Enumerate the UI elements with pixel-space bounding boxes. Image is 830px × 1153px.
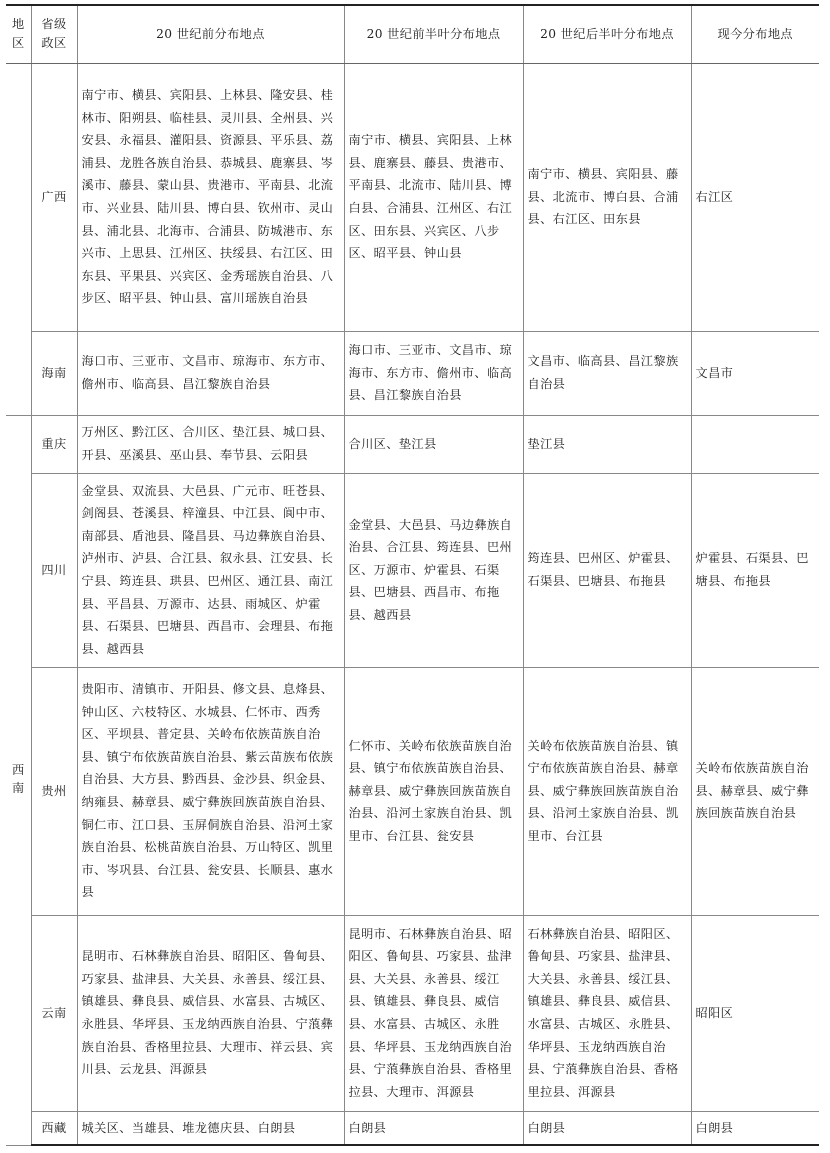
pre20-cell: 万州区、黔江区、合川区、垫江县、城口县、开县、巫溪县、巫山县、奉节县、云阳县 [77,415,344,473]
header-region: 地区 [6,5,31,63]
pre20-cell: 海口市、三亚市、文昌市、琼海市、东方市、儋州市、临高县、昌江黎族自治县 [77,331,344,415]
early20-cell: 昆明市、石林彝族自治县、昭阳区、鲁甸县、巧家县、盐津县、大关县、永善县、绥江县、镇雄县、彝良县、威信县、水富县、古城区、永胜县、华坪县、玉龙纳西族自治县、宁蒗彝族自治县、香格里拉县、大理市、洱源县 [344,915,523,1111]
province-cell: 贵州 [31,667,77,915]
header-now: 现今分布地点 [691,5,819,63]
early20-cell: 合川区、垫江县 [344,415,523,473]
pre20-cell: 城关区、当雄县、堆龙德庆县、白朗县 [77,1111,344,1145]
province-cell: 西藏 [31,1111,77,1145]
distribution-table [6,4,819,1146]
region-label: 西南 [11,762,25,795]
province-cell: 广西 [31,63,77,331]
header-row [6,5,819,63]
region-cell-empty [6,63,31,415]
late20-cell: 石林彝族自治县、昭阳区、鲁甸县、巧家县、盐津县、大关县、永善县、绥江县、镇雄县、彝良县、威信县、水富县、古城区、永胜县、华坪县、玉龙纳西族自治县、宁蒗彝族自治县、香格里拉县、洱源县 [523,915,691,1111]
early20-cell: 金堂县、大邑县、马边彝族自治县、合江县、筠连县、巴州区、万源市、炉霍县、石渠县、巴塘县、西昌市、布拖县、越西县 [344,473,523,667]
early20-cell: 南宁市、横县、宾阳县、上林县、鹿寨县、藤县、贵港市、平南县、北流市、陆川县、博白县、合浦县、江州区、右江区、田东县、兴宾区、八步区、昭平县、钟山县 [344,63,523,331]
region-cell-southwest [6,415,31,1145]
late20-cell: 文昌市、临高县、昌江黎族自治县 [523,331,691,415]
table-row [6,473,819,667]
table-row [6,1111,819,1145]
province-cell: 重庆 [31,415,77,473]
now-cell: 文昌市 [691,331,819,415]
early20-cell: 白朗县 [344,1111,523,1145]
now-cell: 关岭布依族苗族自治县、赫章县、威宁彝族回族苗族自治县 [691,667,819,915]
header-early20: 20 世纪前半叶分布地点 [344,5,523,63]
late20-cell: 白朗县 [523,1111,691,1145]
table-row [6,915,819,1111]
late20-cell: 南宁市、横县、宾阳县、藤县、北流市、博白县、合浦县、右江区、田东县 [523,63,691,331]
header-province: 省级政区 [31,5,77,63]
now-cell: 白朗县 [691,1111,819,1145]
table-row [6,63,819,331]
table-row [6,331,819,415]
province-cell: 四川 [31,473,77,667]
table-row [6,667,819,915]
pre20-cell: 金堂县、双流县、大邑县、广元市、旺苍县、剑阁县、苍溪县、梓潼县、中江县、阆中市、南部县、盾池县、隆昌县、马边彝族自治县、泸州市、泸县、合江县、叙永县、江安县、长宁县、筠连县、珙县、巴州区、通江县、南江县、平昌县、万源市、达县、雨城区、炉霍县、石渠县、巴塘县、西昌市、会理县、布拖县、越西县 [77,473,344,667]
late20-cell: 垫江县 [523,415,691,473]
now-cell [691,415,819,473]
now-cell: 炉霍县、石渠县、巴塘县、布拖县 [691,473,819,667]
late20-cell: 筠连县、巴州区、炉霍县、石渠县、巴塘县、布拖县 [523,473,691,667]
header-pre20: 20 世纪前分布地点 [77,5,344,63]
pre20-cell: 贵阳市、清镇市、开阳县、修文县、息烽县、钟山区、六枝特区、水城县、仁怀市、西秀区、平坝县、普定县、关岭布依族苗族自治县、镇宁布依族苗族自治县、紫云苗族布依族自治县、大方县、黔西县、金沙县、织金县、纳雍县、赫章县、威宁彝族回族苗族自治县、铜仁市、江口县、玉屏侗族自治县、沿河土家族自治县、松桃苗族自治县、万山特区、凯里市、岑巩县、台江县、瓮安县、长顺县、惠水县 [77,667,344,915]
now-cell: 昭阳区 [691,915,819,1111]
table-row [6,415,819,473]
now-cell: 右江区 [691,63,819,331]
early20-cell: 仁怀市、关岭布依族苗族自治县、镇宁布依族苗族自治县、赫章县、威宁彝族回族苗族自治县、沿河土家族自治县、凯里市、台江县、瓮安县 [344,667,523,915]
province-cell: 云南 [31,915,77,1111]
early20-cell: 海口市、三亚市、文昌市、琼海市、东方市、儋州市、临高县、昌江黎族自治县 [344,331,523,415]
pre20-cell: 南宁市、横县、宾阳县、上林县、隆安县、桂林市、阳朔县、临桂县、灵川县、全州县、兴安县、永福县、灌阳县、资源县、平乐县、荔浦县、龙胜各族自治县、恭城县、鹿寨县、岑溪市、藤县、蒙山县、贵港市、平南县、北流市、兴业县、陆川县、博白县、钦州市、灵山县、浦北县、北海市、合浦县、防城港市、东兴市、上思县、江州区、扶绥县、右江区、田东县、平果县、兴宾区、金秀瑶族自治县、八步区、昭平县、钟山县、富川瑶族自治县 [77,63,344,331]
header-late20: 20 世纪后半叶分布地点 [523,5,691,63]
pre20-cell: 昆明市、石林彝族自治县、昭阳区、鲁甸县、巧家县、盐津县、大关县、永善县、绥江县、镇雄县、彝良县、威信县、水富县、古城区、永胜县、华坪县、玉龙纳西族自治县、宁蒗彝族自治县、香格里拉县、大理市、祥云县、宾川县、云龙县、洱源县 [77,915,344,1111]
late20-cell: 关岭布依族苗族自治县、镇宁布依族苗族自治县、赫章县、威宁彝族回族苗族自治县、沿河土家族自治县、凯里市、台江县 [523,667,691,915]
province-cell: 海南 [31,331,77,415]
